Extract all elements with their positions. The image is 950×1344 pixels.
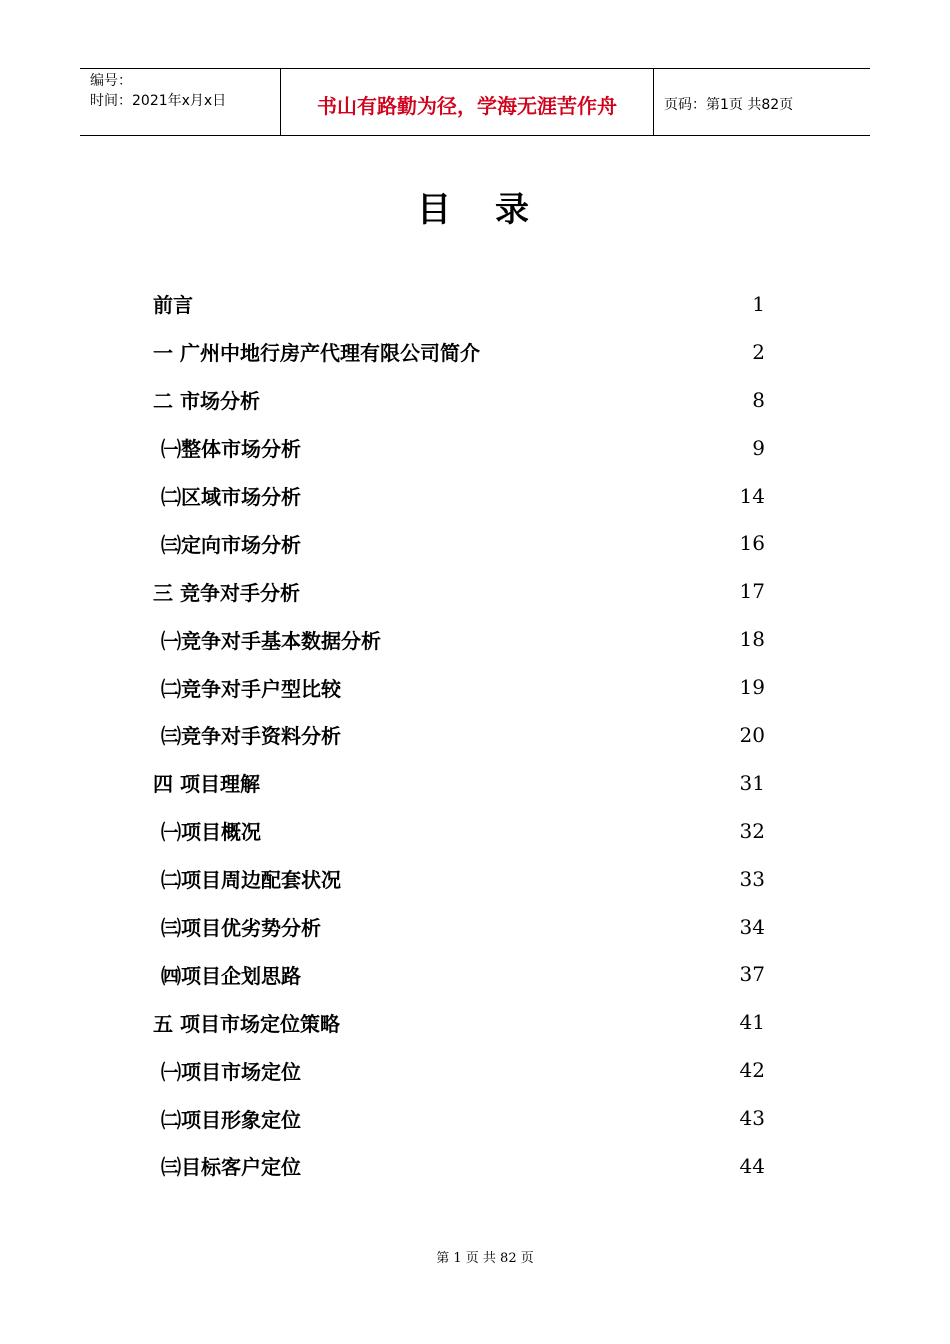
toc-item[interactable] — [153, 998, 765, 1046]
toc-item[interactable] — [153, 1142, 765, 1190]
toc-item[interactable] — [153, 472, 765, 520]
toc-item[interactable] — [153, 615, 765, 663]
header-meta — [80, 69, 281, 135]
toc-item-page: 33 — [739, 866, 765, 891]
toc-item-label: 一 广州中地行房产代理有限公司简介 — [153, 341, 480, 366]
toc-item-page: 41 — [739, 1010, 765, 1035]
toc-item-page: 31 — [739, 770, 765, 795]
toc-item[interactable] — [153, 903, 765, 951]
toc-item-page: 18 — [739, 627, 765, 652]
toc-item-label: ㈡项目形象定位 — [161, 1107, 301, 1132]
toc-item-label: ㈡竞争对手户型比较 — [161, 676, 341, 701]
toc-item-page: 32 — [739, 818, 765, 843]
page-footer: 第 1 页 共 82 页 — [436, 1251, 534, 1266]
toc-item-label: ㈠项目市场定位 — [161, 1059, 301, 1084]
toc-item-page: 17 — [739, 579, 765, 604]
toc-item[interactable] — [153, 855, 765, 903]
toc-item-label: 四 项目理解 — [153, 772, 260, 797]
toc-item-page: 20 — [739, 722, 765, 747]
header-page-info: 页码：第1页 共82页 — [664, 97, 794, 113]
toc-item-page: 1 — [752, 291, 765, 316]
toc-item[interactable] — [153, 424, 765, 472]
toc-item-label: 前言 — [153, 293, 193, 318]
toc-item[interactable] — [153, 567, 765, 615]
toc-item-page: 8 — [752, 387, 765, 412]
toc-item[interactable] — [153, 1046, 765, 1094]
toc-item[interactable] — [153, 328, 765, 376]
toc-item-page: 16 — [739, 531, 765, 556]
toc-item-label: ㈠整体市场分析 — [161, 437, 301, 462]
toc-item[interactable] — [153, 519, 765, 567]
table-of-contents — [153, 280, 765, 1190]
toc-item-page: 37 — [739, 962, 765, 987]
number-label: 编号： — [90, 73, 132, 89]
time-label: 时间：2021年x月x日 — [90, 93, 227, 109]
toc-item[interactable] — [153, 1094, 765, 1142]
toc-item[interactable] — [153, 807, 765, 855]
toc-item[interactable] — [153, 280, 765, 328]
toc-item[interactable] — [153, 376, 765, 424]
header-motto: 书山有路勤为径，学海无涯苦作舟 — [281, 69, 654, 135]
toc-item[interactable] — [153, 759, 765, 807]
page-header — [80, 68, 870, 136]
toc-item-page: 34 — [739, 914, 765, 939]
toc-item-label: ㈢定向市场分析 — [161, 532, 301, 557]
toc-item-label: ㈠竞争对手基本数据分析 — [161, 628, 381, 653]
toc-item-label: ㈣项目企划思路 — [161, 963, 301, 988]
toc-item-page: 19 — [739, 675, 765, 700]
toc-item[interactable] — [153, 711, 765, 759]
toc-item-page: 2 — [752, 339, 765, 364]
toc-item-label: 五 项目市场定位策略 — [153, 1011, 340, 1036]
toc-item-page: 9 — [752, 435, 765, 460]
toc-item-label: ㈢项目优劣势分析 — [161, 916, 321, 941]
toc-item-page: 44 — [739, 1153, 765, 1178]
toc-item-page: 42 — [739, 1058, 765, 1083]
toc-item-label: ㈢竞争对手资料分析 — [161, 724, 341, 749]
toc-item-page: 43 — [739, 1106, 765, 1131]
toc-item[interactable] — [153, 950, 765, 998]
toc-item-label: ㈢目标客户定位 — [161, 1155, 301, 1180]
page-title: 目录 — [417, 190, 573, 230]
toc-item-label: ㈡区域市场分析 — [161, 485, 301, 509]
toc-item-label: 三 竞争对手分析 — [153, 580, 300, 605]
toc-item-label: ㈡项目周边配套状况 — [161, 868, 341, 893]
toc-item-label: ㈠项目概况 — [161, 820, 261, 845]
toc-item[interactable] — [153, 663, 765, 711]
toc-item-page: 14 — [739, 483, 765, 508]
toc-item-label: 二 市场分析 — [153, 389, 260, 414]
